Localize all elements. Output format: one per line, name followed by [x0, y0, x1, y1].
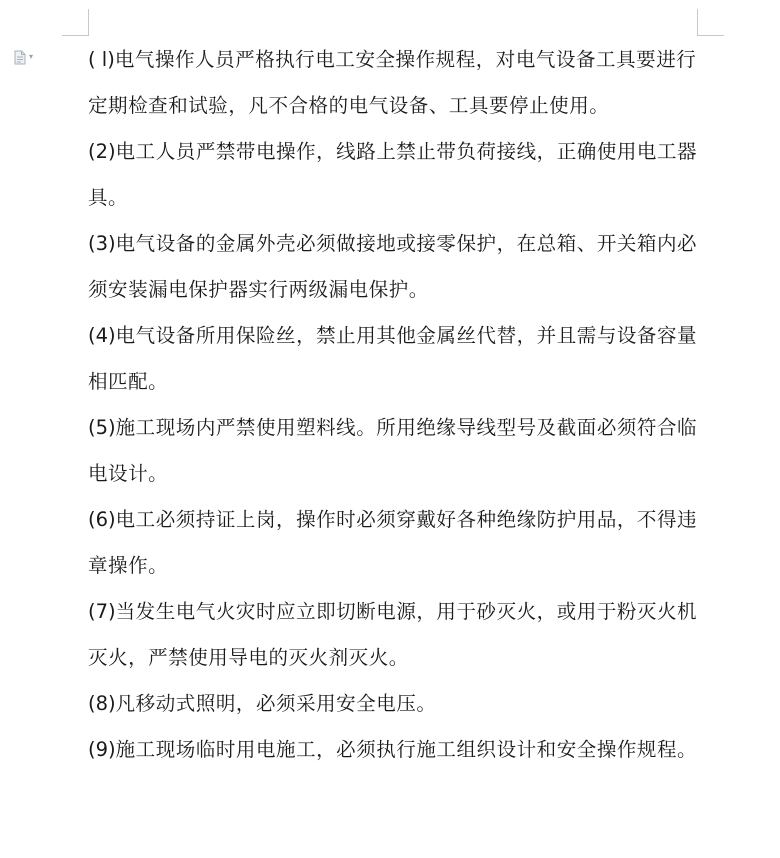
document-body	[88, 37, 703, 773]
paragraph-number: (8)	[88, 692, 116, 715]
paragraph-text: 施工现场内严禁使用塑料线。所用绝缘导线型号及截面必须符合临电设计。	[88, 416, 698, 485]
paragraph-9	[88, 727, 703, 773]
paragraph-number: ( l)	[88, 48, 115, 71]
paragraph-4	[88, 313, 703, 405]
paragraph-text: 电工必须持证上岗，操作时必须穿戴好各种绝缘防护用品，不得违章操作。	[88, 508, 698, 577]
paragraph-number: (5)	[88, 416, 116, 439]
paragraph-5	[88, 405, 703, 497]
document-options-icon	[14, 50, 26, 65]
paragraph-2	[88, 129, 703, 221]
paragraph-number: (2)	[88, 140, 116, 163]
document-options-button[interactable]	[14, 49, 33, 65]
paragraph-6	[88, 497, 703, 589]
paragraph-text: 当发生电气火灾时应立即切断电源，用于砂灭火，或用于粉灭火机灭火，严禁使用导电的灭火剂灭火。	[88, 600, 698, 669]
paragraph-1	[88, 37, 703, 129]
paragraph-number: (6)	[88, 508, 116, 531]
top-right-corner-mark	[697, 9, 724, 36]
paragraph-number: (9)	[88, 738, 116, 761]
paragraph-text: 施工现场临时用电施工，必须执行施工组织设计和安全操作规程。	[115, 738, 698, 761]
paragraph-text: 电气操作人员严格执行电工安全操作规程，对电气设备工具要进行定期检查和试验，凡不合格的电气设备、工具要停止使用。	[88, 48, 697, 117]
paragraph-text: 电工人员严禁带电操作，线路上禁止带负荷接线，正确使用电工器具。	[88, 140, 698, 209]
paragraph-number: (7)	[88, 600, 116, 623]
paragraph-number: (4)	[88, 324, 116, 347]
chevron-down-icon: ▾	[29, 52, 34, 61]
paragraph-7	[88, 589, 703, 681]
paragraph-3	[88, 221, 703, 313]
paragraph-text: 凡移动式照明，必须采用安全电压。	[115, 692, 437, 715]
paragraph-text: 电气设备的金属外壳必须做接地或接零保护，在总箱、开关箱内必须安装漏电保护器实行两级漏电保护。	[88, 232, 698, 301]
paragraph-text: 电气设备所用保险丝，禁止用其他金属丝代替，并且需与设备容量相匹配。	[88, 324, 698, 393]
paragraph-8	[88, 681, 703, 727]
top-left-corner-mark	[62, 9, 89, 36]
paragraph-number: (3)	[88, 232, 116, 255]
